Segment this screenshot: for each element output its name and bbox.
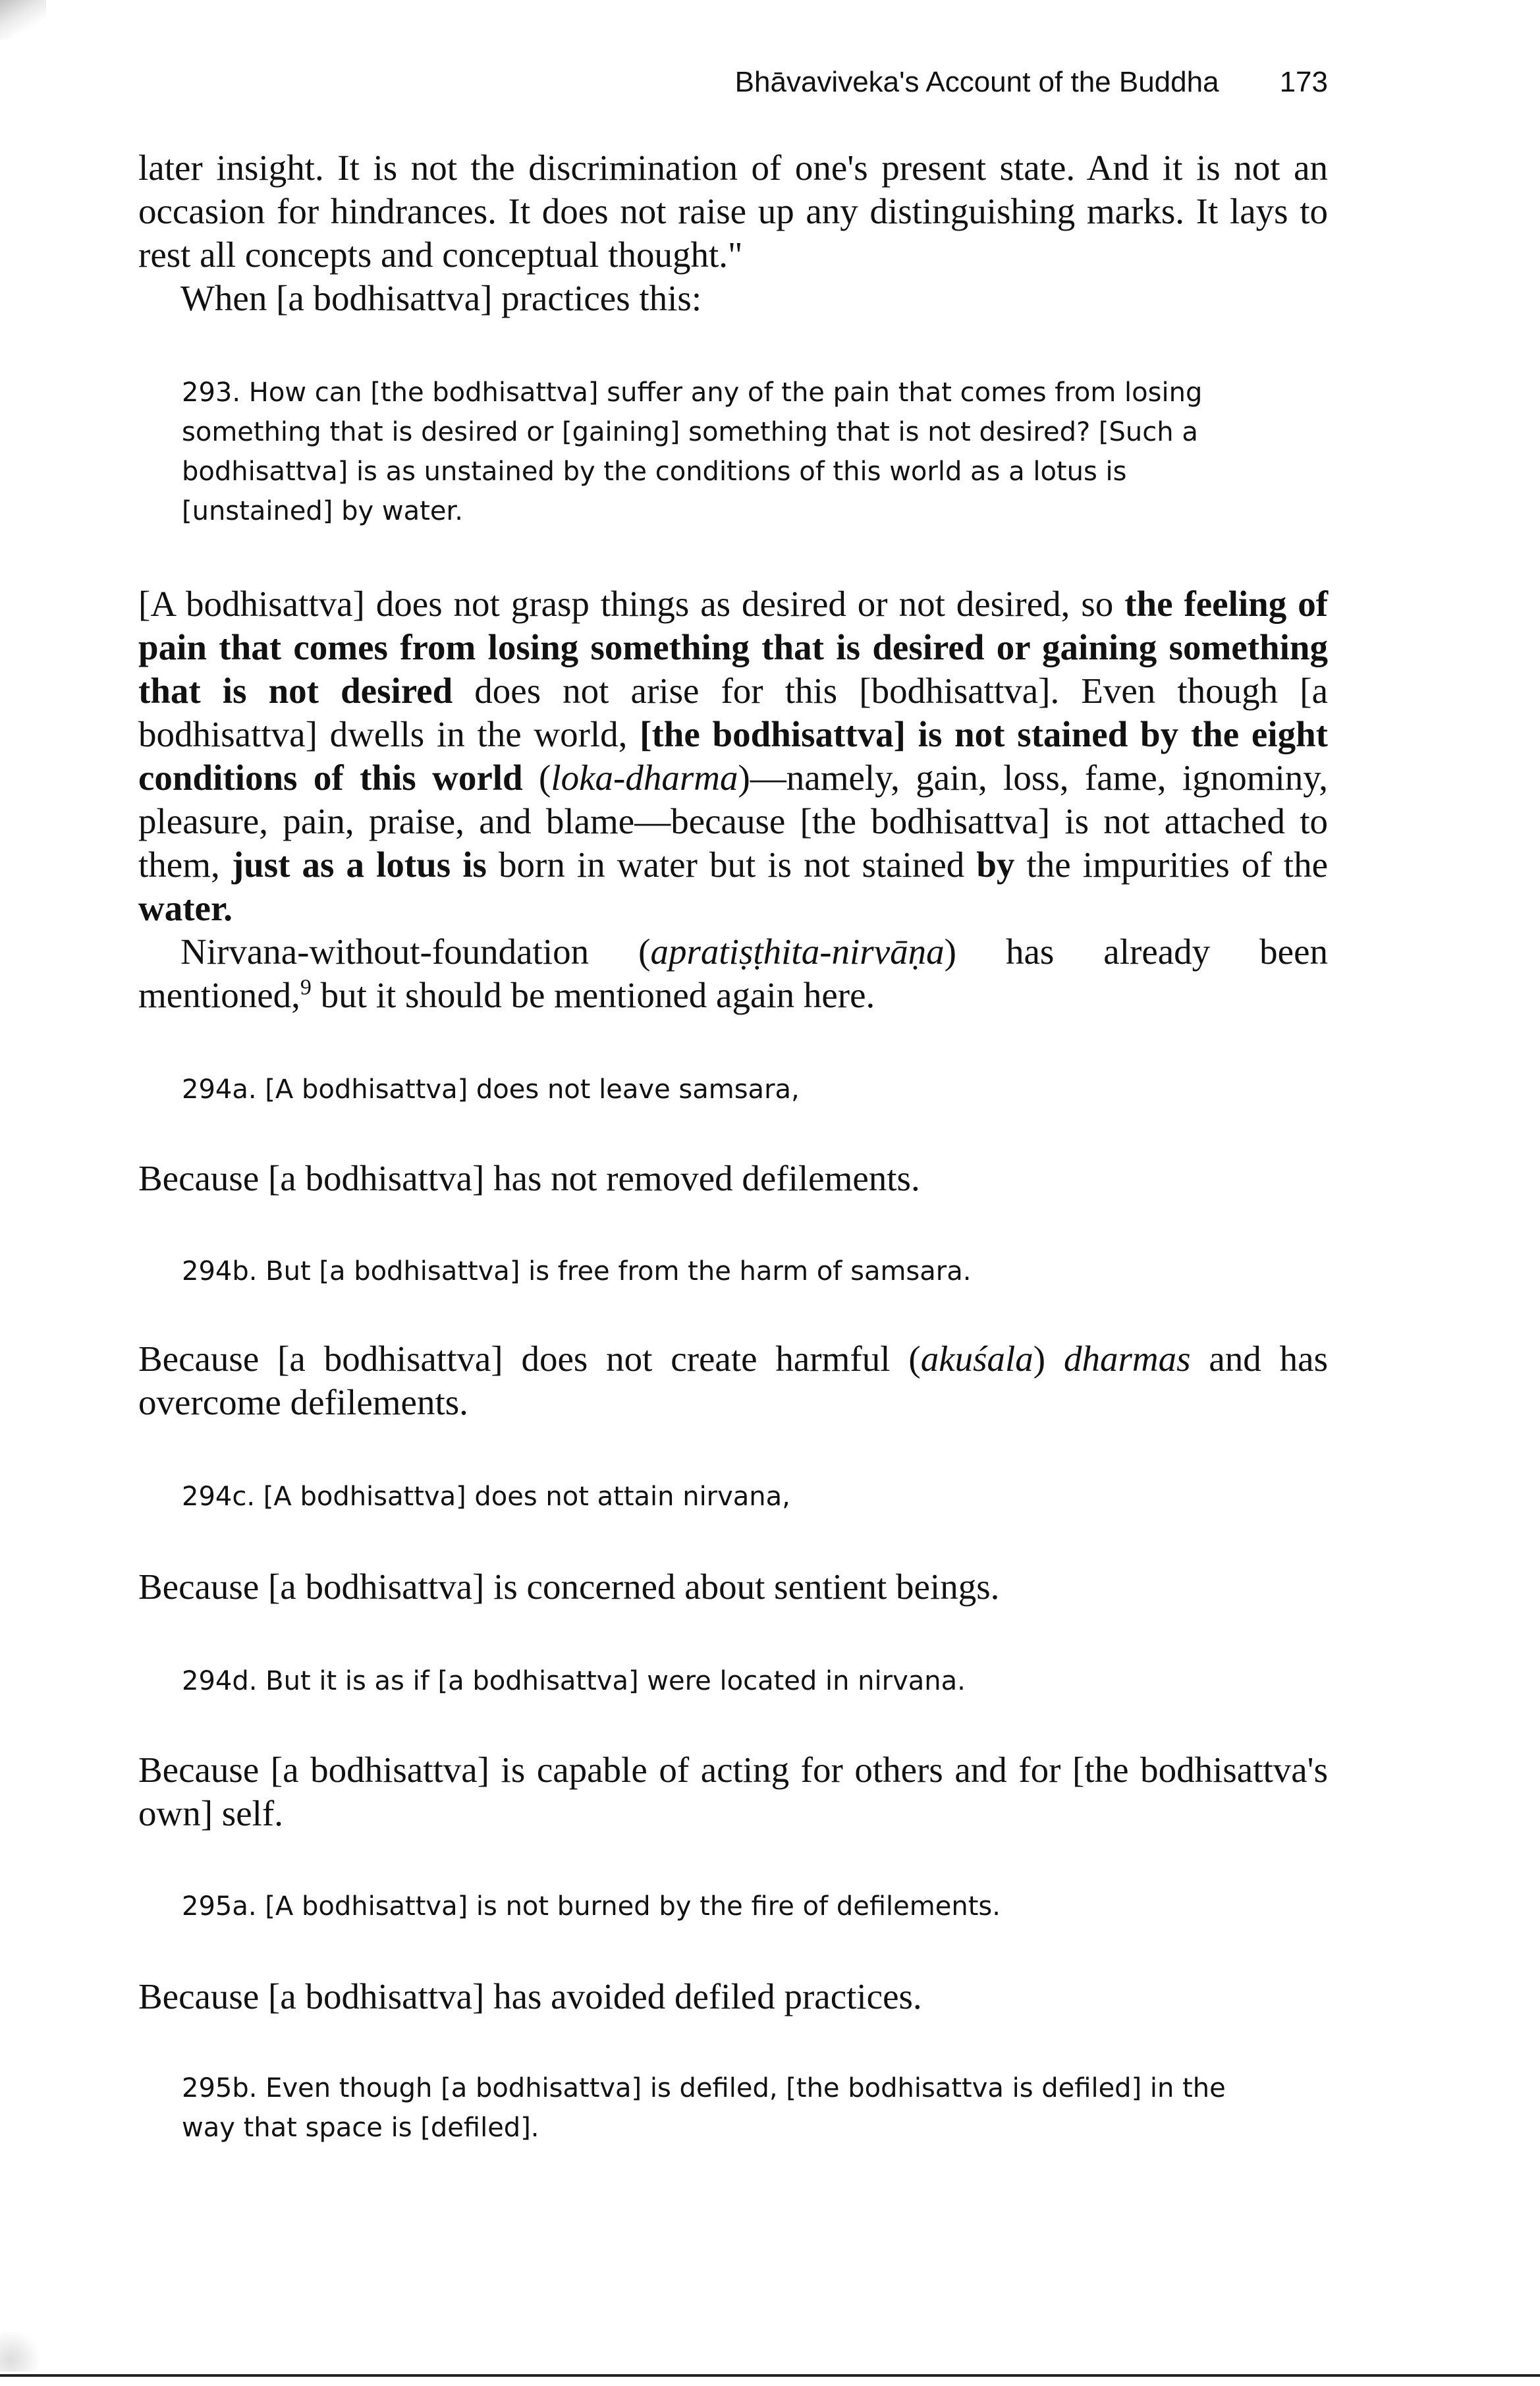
verse-295a: 295a. [A bodhisattva] is not burned by the fire of defilements. <box>182 1891 1001 1922</box>
scan-corner-mark <box>0 0 46 40</box>
verse-294b: 294b. But [a bodhisattva] is free from the harm of samsara. <box>182 1256 972 1287</box>
lotus-paragraph <box>138 582 1328 1017</box>
verse-294c: 294c. [A bodhisattva] does not attain nirvana, <box>182 1482 790 1512</box>
verse-294d: 294d. But it is as if [a bodhisattva] were located in nirvana. <box>182 1666 966 1696</box>
intro-text: later insight. It is not the discrimination of one's present state. And it is not an occasion for hindrances. It does not raise up any distinguishing marks. It lays to rest all concepts and conceptual thought." <box>138 148 1328 275</box>
verse-294a: 294a. [A bodhisattva] does not leave samsara, <box>182 1074 800 1105</box>
page-header <box>0 66 1328 99</box>
running-title: Bhāvaviveka's Account of the Buddha <box>734 66 1219 98</box>
verse-295b: 295b. Even though [a bodhisattva] is defiled, [the bodhisattva is defiled] in the way that space is [defiled]. <box>182 2073 1226 2143</box>
intro-when: When [a bodhisattva] practices this: <box>180 278 702 318</box>
scan-bottom-mark <box>0 2332 53 2372</box>
commentary-294b: Because [a bodhisattva] does not create harmful (akuśala) dharmas and has overcome defilements. <box>138 1339 1328 1422</box>
commentary-294c: Because [a bodhisattva] is concerned about sentient beings. <box>138 1567 1000 1607</box>
commentary-294a: Because [a bodhisattva] has not removed defilements. <box>138 1158 920 1198</box>
commentary-295a: Because [a bodhisattva] has avoided defiled practices. <box>138 1976 922 2016</box>
nirvana-text: Nirvana-without-foundation (apratiṣṭhita-nirvāṇa) has already been mentioned,$^9$ but it should be mentioned again here. <box>138 931 1328 1015</box>
footnote-ref: 9 <box>300 975 312 1000</box>
verse-293: 293. How can [the bodhisattva] suffer any of the pain that comes from losing something that is desired or [gaining] something that is not desired? [Such a bodhisattva] is as unstained by the conditions of this world as a lotus is [unstained] by water. <box>182 377 1203 526</box>
scan-bottom-rule <box>0 2374 1540 2377</box>
intro-paragraph <box>138 146 1328 320</box>
page-number: 173 <box>1279 66 1328 98</box>
commentary-294d: Because [a bodhisattva] is capable of acting for others and for [the bodhisattva's own] self. <box>138 1750 1328 1833</box>
lotus-text: [A bodhisattva] does not grasp things as desired or not desired, so the feeling of pain that comes from losing something that is desired or gaining something that is not desired does not arise for this [bodhisattva]. Even though [a bodhisattva] dwells in the world, [the bodhisattva] is not stained by the eight conditions of this world (loka-dharma)—namely, gain, loss, fame, ignominy, pleasure, pain, praise, and blame—because [the bodhisattva] is not attached to them, just as a lotus is born in water but is not stained by the impurities of the water. <box>138 584 1329 928</box>
